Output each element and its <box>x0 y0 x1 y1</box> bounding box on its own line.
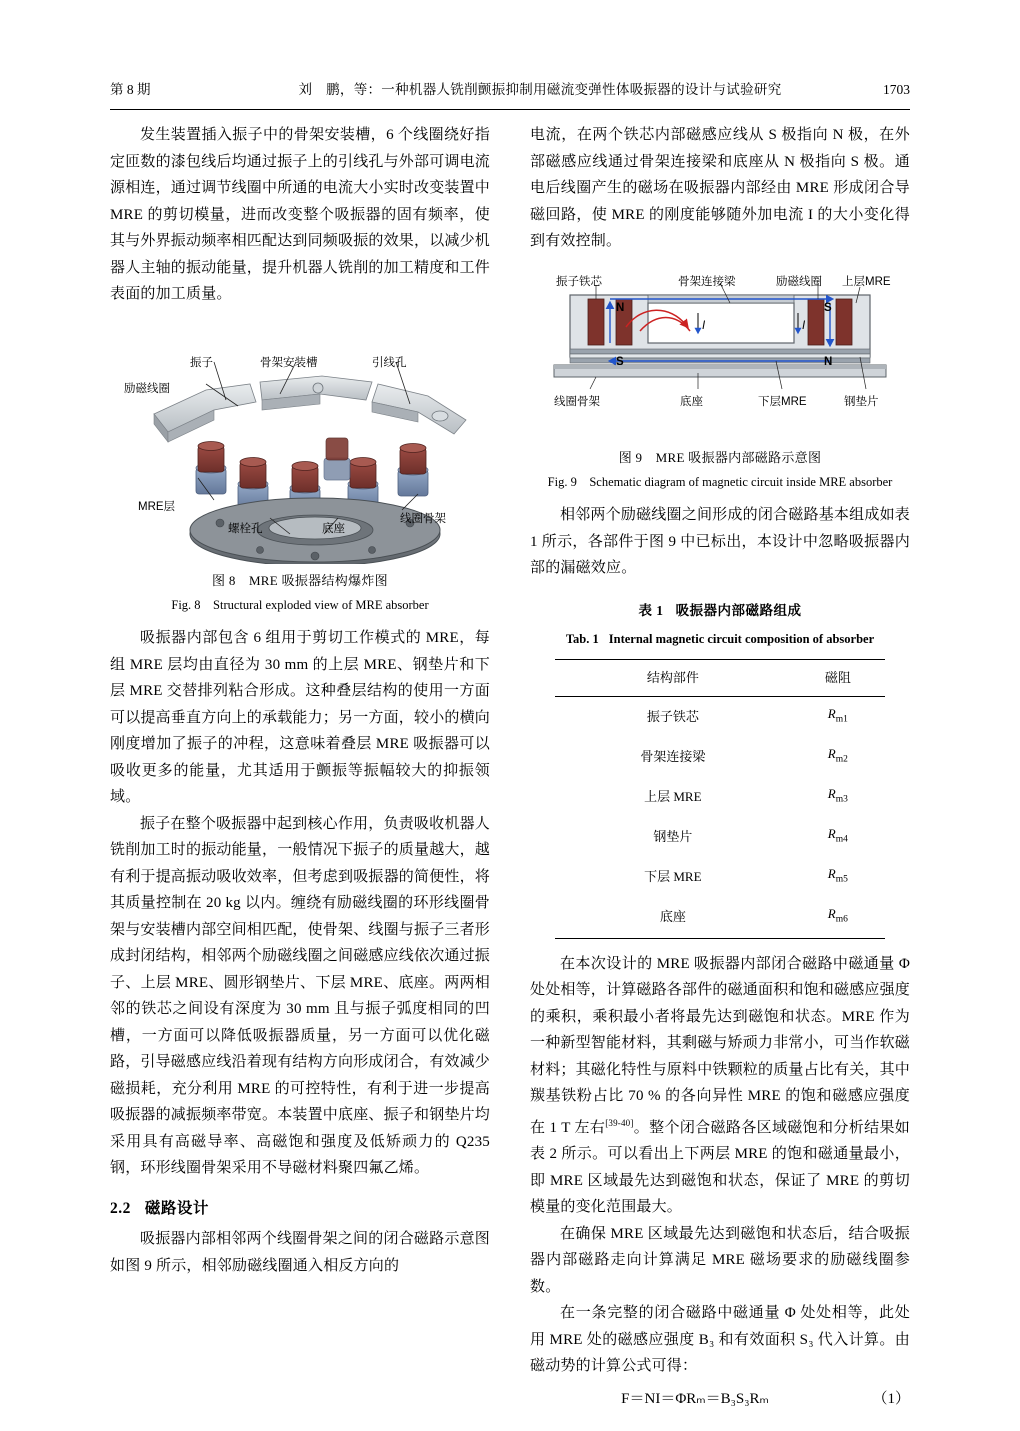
figure8-label-base: 底座 <box>322 522 345 535</box>
table-row <box>555 697 885 738</box>
figure9-label-pole-n-left: N <box>616 301 625 314</box>
figure-8-artwork <box>110 318 490 564</box>
equation-1 <box>530 1386 910 1413</box>
figure9-label-current-left: I <box>702 319 706 332</box>
figure9-label-bobbin-beam: 骨架连接梁 <box>678 275 736 288</box>
table-cell-reluctance <box>791 777 885 817</box>
paragraph-l3: 振子在整个吸振器中起到核心作用，负责吸收机器人铣削加工时的振动能量，一般情况下振子的质量越大，越有利于提高振动吸收效率，但考虑到吸振器的简便性，将其质量控制在 20 kg 以内。缠绕有励磁线圈的环形线圈骨架与安装槽内部空间相匹配，使骨架、线圈与振子三者形成封闭结构，相邻两个励磁线圈之间磁感应线依次通过振子、上层 MRE、圆形钢垫片、下层 MRE、底座。两两相邻的铁芯之间设有深度为 30 mm 且与振子弧度相同的凹槽，一方面可以降低吸振器质量，另一方面可以优化磁路，引导磁感应线沿着现有结构方向形成闭合，有效减少磁损耗，充分利用 MRE 的可控特性，有利于进一步提高吸振器的减振频率带宽。本装置中底座、振子和钢垫片均采用具有高磁导率、高磁饱和强度及低矫顽力的 Q235 钢，环形线圈骨架采用不导磁材料聚四氟乙烯。 <box>110 815 491 1176</box>
section-heading-2-2 <box>110 1196 490 1223</box>
figure8-label-bolt-hole: 螺栓孔 <box>228 522 263 535</box>
table-header-row <box>555 659 885 697</box>
figure9-label-steel-shim: 钢垫片 <box>844 395 879 408</box>
table-cell-reluctance <box>791 817 885 857</box>
paragraph-r1: 电流，在两个铁芯内部磁感应线从 S 极指向 N 极，在外部磁感应线通过骨架连接梁和底座从 N 极指向 S 极。通电后线圈产生的磁场在吸振器内部经由 MRE 形成闭合导磁回路，使 MRE 的刚度能够随外加电流 I 的大小变化得到有效控制。 <box>530 127 910 249</box>
equation-1-number: （1） <box>872 1390 910 1407</box>
page-number: 1703 <box>883 82 910 97</box>
sub: m5 <box>835 874 848 885</box>
figure9-label-coil-bobbin: 线圈骨架 <box>554 395 600 408</box>
table-cell-part: 骨架连接梁 <box>640 748 706 764</box>
figure9-label-lower-mre: 下层MRE <box>758 395 807 408</box>
figure8-label-vibrator: 振子 <box>190 356 213 369</box>
figure8-label-bobbin-slot: 骨架安装槽 <box>260 356 318 369</box>
paragraph-r3-cont: 。整个闭合磁路各区域磁饱和分析结果如表 2 所示。可以看出上下两层 MRE 的饱和磁通量最小，即 MRE 区域最先达到磁饱和状态，保证了 MRE 的剪切模量的变化范围最大。 <box>530 1119 910 1216</box>
paragraph-l2: 吸振器内部包含 6 组用于剪切工作模式的 MRE，每组 MRE 层均由直径为 30 mm 的上层 MRE、钢垫片和下层 MRE 交替排列粘合形成。这种叠层结构的使用一方面可以提高垂直方向上的承载能力；另一方面，较小的横向刚度增加了振子的冲程，这意味着叠层 MRE 吸振器可以吸收更多的能量，尤其适用于颤振等振幅较大的抑振领域。 <box>110 630 491 805</box>
section-number: 2.2 <box>110 1199 131 1217</box>
figure-8 <box>110 318 490 616</box>
table-cell-part: 下层 MRE <box>644 869 702 885</box>
figure-8-caption-en: Fig. 8 Structural exploded view of MRE absorber <box>171 598 429 612</box>
sym: R <box>827 706 836 721</box>
table-cell-part: 上层 MRE <box>644 788 702 804</box>
equation-1-expression: F＝NI＝ΦRₘ＝B₃S₃Rₘ <box>621 1390 769 1407</box>
figure-9-caption-en: Fig. 9 Schematic diagram of magnetic circuit inside MRE absorber <box>547 475 893 489</box>
table-cell-reluctance <box>791 737 885 777</box>
table-1-number-cn: 表 1 <box>638 602 664 618</box>
paragraph-r5: 在一条完整的闭合磁路中磁通量 Φ 处处相等，此处用 MRE 处的磁感应强度 B₃ 和有效面积 S₃ 代入计算。由磁动势的计算公式可得： <box>530 1305 910 1375</box>
article-running-title: 刘 鹏，等：一种机器人铣削颤振抑制用磁流变弹性体吸振器的设计与试验研究 <box>298 82 782 97</box>
running-head <box>110 78 910 110</box>
table-cell-reluctance <box>791 857 885 897</box>
table-cell-part: 底座 <box>555 897 791 938</box>
figure-9-artwork <box>530 269 910 439</box>
figure8-label-mre-layer: MRE层 <box>138 500 176 513</box>
paragraph-l1: 发生装置插入振子中的骨架安装槽，6 个线圈绕好指定匝数的漆包线后均通过振子上的引线孔与外部可调电流源相连，通过调节线圈中所通的电流大小实时改变装置中 MRE 的剪切模量，进而改变整个吸振器的固有频率，使其与外界振动频率相匹配达到同频吸振的效果，以减少机器人主轴的振动能量，提升机器人铣削的加工精度和工件表面的加工质量。 <box>110 127 491 302</box>
figure9-label-current-right: I <box>802 319 806 332</box>
section-title: 磁路设计 <box>144 1199 209 1217</box>
table-row <box>555 857 885 897</box>
paragraph-r3 <box>530 951 910 1221</box>
sub: m3 <box>835 794 848 805</box>
right-column <box>530 122 910 1412</box>
figure9-label-excitation-coil: 励磁线圈 <box>776 275 822 288</box>
table-row <box>555 777 885 817</box>
table-cell-part: 振子铁芯 <box>646 708 699 724</box>
table-cell-part: 钢垫片 <box>653 829 693 845</box>
sym: R <box>827 906 836 922</box>
table-row <box>555 817 885 857</box>
figure-9-caption-cn: 图 9 MRE 吸振器内部磁路示意图 <box>618 449 822 465</box>
sub: m1 <box>835 714 848 725</box>
paragraph-r3-text: 在本次设计的 MRE 吸振器内部闭合磁路中磁通量 Φ 处处相等，计算磁路各部件的磁通面积和饱和磁感应强度的乘积，乘积最小者将最先达到磁饱和状态。MRE 作为一种新型智能材料，其剩磁与矫顽力非常小，可当作软磁材料；其磁化特性与原料中铁颗粒的质量占比有关，其中羰基铁粉占比 70 % 的各向异性 MRE 的饱和磁感应强度在 1 T 左右 <box>530 955 911 1136</box>
paragraph-l4: 吸振器内部相邻两个线圈骨架之间的闭合磁路示意图如图 9 所示，相邻励磁线圈通入相反方向的 <box>110 1231 490 1274</box>
table-1-number-en: Tab. 1 <box>565 632 599 646</box>
table-1-grid <box>555 659 885 939</box>
sub: m6 <box>835 915 848 926</box>
figure-9 <box>530 269 910 493</box>
left-column <box>110 122 490 1279</box>
table-row <box>555 737 885 777</box>
table-col-reluctance: 磁阻 <box>791 659 885 697</box>
figure-8-caption-cn: 图 8 MRE 吸振器结构爆炸图 <box>212 572 388 588</box>
figure9-label-upper-mre: 上层MRE <box>842 275 891 288</box>
table-col-part: 结构部件 <box>555 659 791 697</box>
citation-ref: [39-40] <box>605 1117 634 1128</box>
sym: R <box>827 786 836 802</box>
paragraph-r2: 相邻两个励磁线圈之间形成的闭合磁路基本组成如表 1 所示，各部件于图 9 中已标出，本设计中忽略吸振器内部的漏磁效应。 <box>530 507 910 576</box>
figure9-label-pole-n-right: N <box>824 355 833 368</box>
table-1-title-en <box>530 626 910 653</box>
sub: m4 <box>835 834 848 845</box>
sym: R <box>827 746 836 762</box>
table-cell-reluctance <box>791 897 885 938</box>
figure8-label-excitation-coil: 励磁线圈 <box>124 382 170 395</box>
figure8-label-lead-hole: 引线孔 <box>372 356 407 369</box>
figure9-label-pole-s-left: S <box>616 355 624 368</box>
table-1 <box>530 598 910 939</box>
table-1-title-cn <box>530 598 910 625</box>
issue-number: 第 8 期 <box>110 82 151 97</box>
sym: R <box>827 826 836 842</box>
sym: R <box>827 866 836 882</box>
figure8-label-coil-bobbin: 线圈骨架 <box>400 512 446 525</box>
paragraph-r4: 在确保 MRE 区域最先达到磁饱和状态后，结合吸振器内部磁路走向计算满足 MRE 磁场要求的励磁线圈参数。 <box>530 1225 910 1295</box>
table-row <box>555 897 885 938</box>
figure9-label-base: 底座 <box>680 395 703 408</box>
figure9-label-pole-s-right: S <box>824 301 832 314</box>
table-1-label-en: Internal magnetic circuit composition of absorber <box>608 632 875 646</box>
sub: m2 <box>835 754 848 765</box>
figure9-label-vibrator-core: 振子铁芯 <box>556 275 602 288</box>
table-cell-reluctance <box>791 697 885 738</box>
table-1-label-cn: 吸振器内部磁路组成 <box>675 602 802 618</box>
